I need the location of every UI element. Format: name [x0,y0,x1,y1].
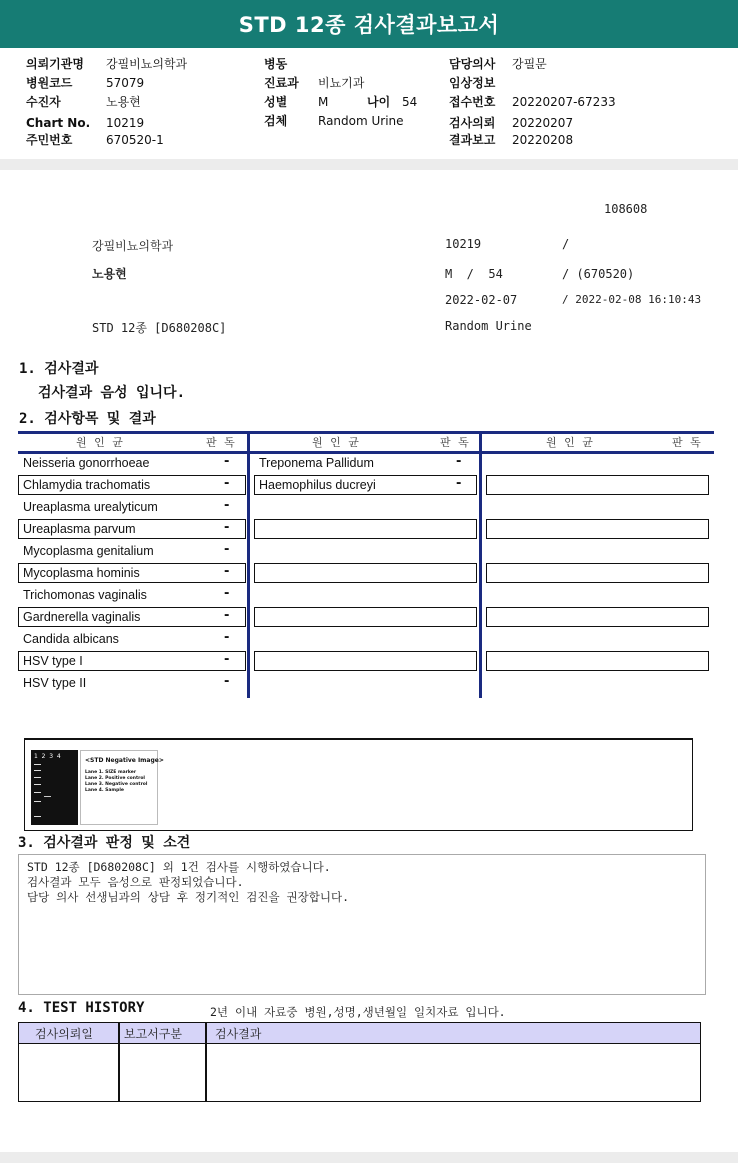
chart-value: 10219 [106,116,145,130]
pathogen-name: HSV type I [23,654,83,668]
patient-value: 노용현 [106,95,141,109]
clinical-label: 임상정보 [449,76,496,90]
result-row-box [254,607,477,627]
gel-legend-lane: Lane 4. Sample [85,788,124,793]
column-divider [479,431,482,698]
gel-band [34,801,41,802]
results-table-header [18,431,714,454]
pathogen-name: Haemophilus ducreyi [259,478,376,492]
report-title: STD 12종 검사결과보고서 [238,13,500,37]
pathogen-result: - [224,454,230,469]
pathogen-result: - [224,564,230,579]
pathogen-result: - [224,586,230,601]
gel-lane-numbers: 1 2 3 4 [34,753,61,760]
rrn-value: 670520-1 [106,133,164,147]
report-institution: 강필비뇨의학과 [92,239,174,253]
report-birth: / (670520) [562,267,635,281]
pathogen-result: - [224,476,230,491]
gel-legend-lane: Lane 1. SIZE marker [85,770,137,775]
pathogen-result: - [224,674,230,689]
history-note: 2년 이내 자료중 병원,성명,생년월일 일치자료 입니다. [210,1005,506,1019]
col-pathogen-2: 원 인 균 [312,436,361,449]
doctor-label: 담당의사 [449,57,496,71]
report-specimen: Random Urine [445,319,532,333]
gel-band [34,816,41,817]
history-col-report-type: 보고서구분 [124,1027,182,1041]
section-1-title: 1. 검사결과 [19,361,99,377]
history-col-divider [205,1023,207,1101]
age-value: 54 [402,95,418,109]
request-label: 검사의뢰 [449,116,496,130]
section-2-title: 2. 검사항목 및 결과 [19,411,156,427]
pathogen-name: Candida albicans [23,632,119,646]
opinion-text: STD 12종 [D680208C] 외 1건 검사를 시행하였습니다. 검사결과 모두 음성으로 판정되었습니다. 담당 의사 선생님과의 상담 후 정기적인 검진을 권장합니다. [27,860,350,904]
result-row-box [486,475,709,495]
report-date-label: 결과보고 [449,133,496,147]
institution-value: 강필비뇨의학과 [106,57,188,71]
pathogen-name: Mycoplasma hominis [23,566,140,580]
section-1-text: 검사결과 음성 입니다. [38,385,186,401]
pathogen-name: Trichomonas vaginalis [23,588,147,602]
gel-legend-title: <STD Negative Image> [85,757,164,764]
result-row-box [254,519,477,539]
report-chart: 10219 [445,237,482,251]
pathogen-result: - [456,476,462,491]
specimen-value: Random Urine [318,114,404,128]
section-3-title: 3. 검사결과 판정 및 소견 [18,835,191,851]
column-divider [247,431,250,698]
history-col-divider [118,1023,120,1101]
col-pathogen-1: 원 인 균 [76,436,125,449]
gel-band [44,796,51,797]
gel-legend [80,750,164,825]
chart-label: Chart No. [26,116,91,130]
gel-legend-lane: Lane 2. Positive control [85,776,145,781]
history-col-request-date: 검사의뢰일 [35,1027,93,1041]
institution-label: 의뢰기관명 [26,57,84,71]
report-received: 2022-02-07 [445,293,518,307]
pathogen-name: Chlamydia trachomatis [23,478,151,492]
result-row-box [486,563,709,583]
report-code: 108608 [604,202,648,216]
gel-band [34,784,41,785]
gel-band [34,770,41,771]
pathogen-name: HSV type II [23,676,87,690]
pathogen-name: Mycoplasma genitalium [23,544,154,558]
report-slash: / [562,237,570,251]
receipt-value: 20220207-67233 [512,95,616,109]
col-result-2: 판 독 [440,436,471,449]
pathogen-name: Ureaplasma urealyticum [23,500,158,514]
pathogen-result: - [224,542,230,557]
age-label: 나이 [367,95,391,109]
gel-legend-lane: Lane 3. Negative control [85,782,148,787]
ward-label: 병동 [264,57,288,71]
pathogen-result: - [224,520,230,535]
doctor-value: 강필문 [512,57,547,71]
sex-value: M [318,95,329,109]
col-result-1: 판 독 [206,436,237,449]
hospital-code-label: 병원코드 [26,76,73,90]
pathogen-name: Ureaplasma parvum [23,522,136,536]
pathogen-name: Gardnerella vaginalis [23,610,141,624]
pathogen-result: - [456,454,462,469]
pathogen-result: - [224,498,230,513]
pathogen-name: Neisseria gonorrhoeae [23,456,150,470]
col-result-3: 판 독 [672,436,703,449]
result-row-box [254,563,477,583]
patient-label: 수진자 [26,95,61,109]
report-patient: 노용현 [92,267,127,281]
rrn-label: 주민번호 [26,133,73,147]
report-date-value: 20220208 [512,133,574,147]
result-row-box [486,519,709,539]
hospital-code-value: 57079 [106,76,145,90]
history-col-result: 검사결과 [215,1027,262,1041]
report-sex-age: M / 54 [445,267,503,281]
dept-value: 비뇨기과 [318,76,365,90]
gel-electrophoresis-image [31,750,78,825]
request-value: 20220207 [512,116,574,130]
report-test: STD 12종 [D680208C] [92,321,227,335]
pathogen-name: Treponema Pallidum [259,456,374,470]
history-table-header [19,1023,700,1044]
gel-band [34,792,41,793]
footer-bar [0,1152,738,1163]
dept-label: 진료과 [264,76,299,90]
result-row-box [254,651,477,671]
report-reported: / 2022-02-08 16:10:43 [562,293,702,306]
specimen-label: 검체 [264,114,288,128]
gel-band [34,777,41,778]
gel-band [34,764,41,765]
pathogen-result: - [224,652,230,667]
section-4-title: 4. TEST HISTORY [18,1000,145,1016]
result-row-box [486,651,709,671]
pathogen-result: - [224,630,230,645]
separator-bar [0,159,738,170]
receipt-label: 접수번호 [449,95,496,109]
col-pathogen-3: 원 인 균 [546,436,595,449]
result-row-box [486,607,709,627]
sex-label: 성별 [264,95,288,109]
pathogen-result: - [224,608,230,623]
